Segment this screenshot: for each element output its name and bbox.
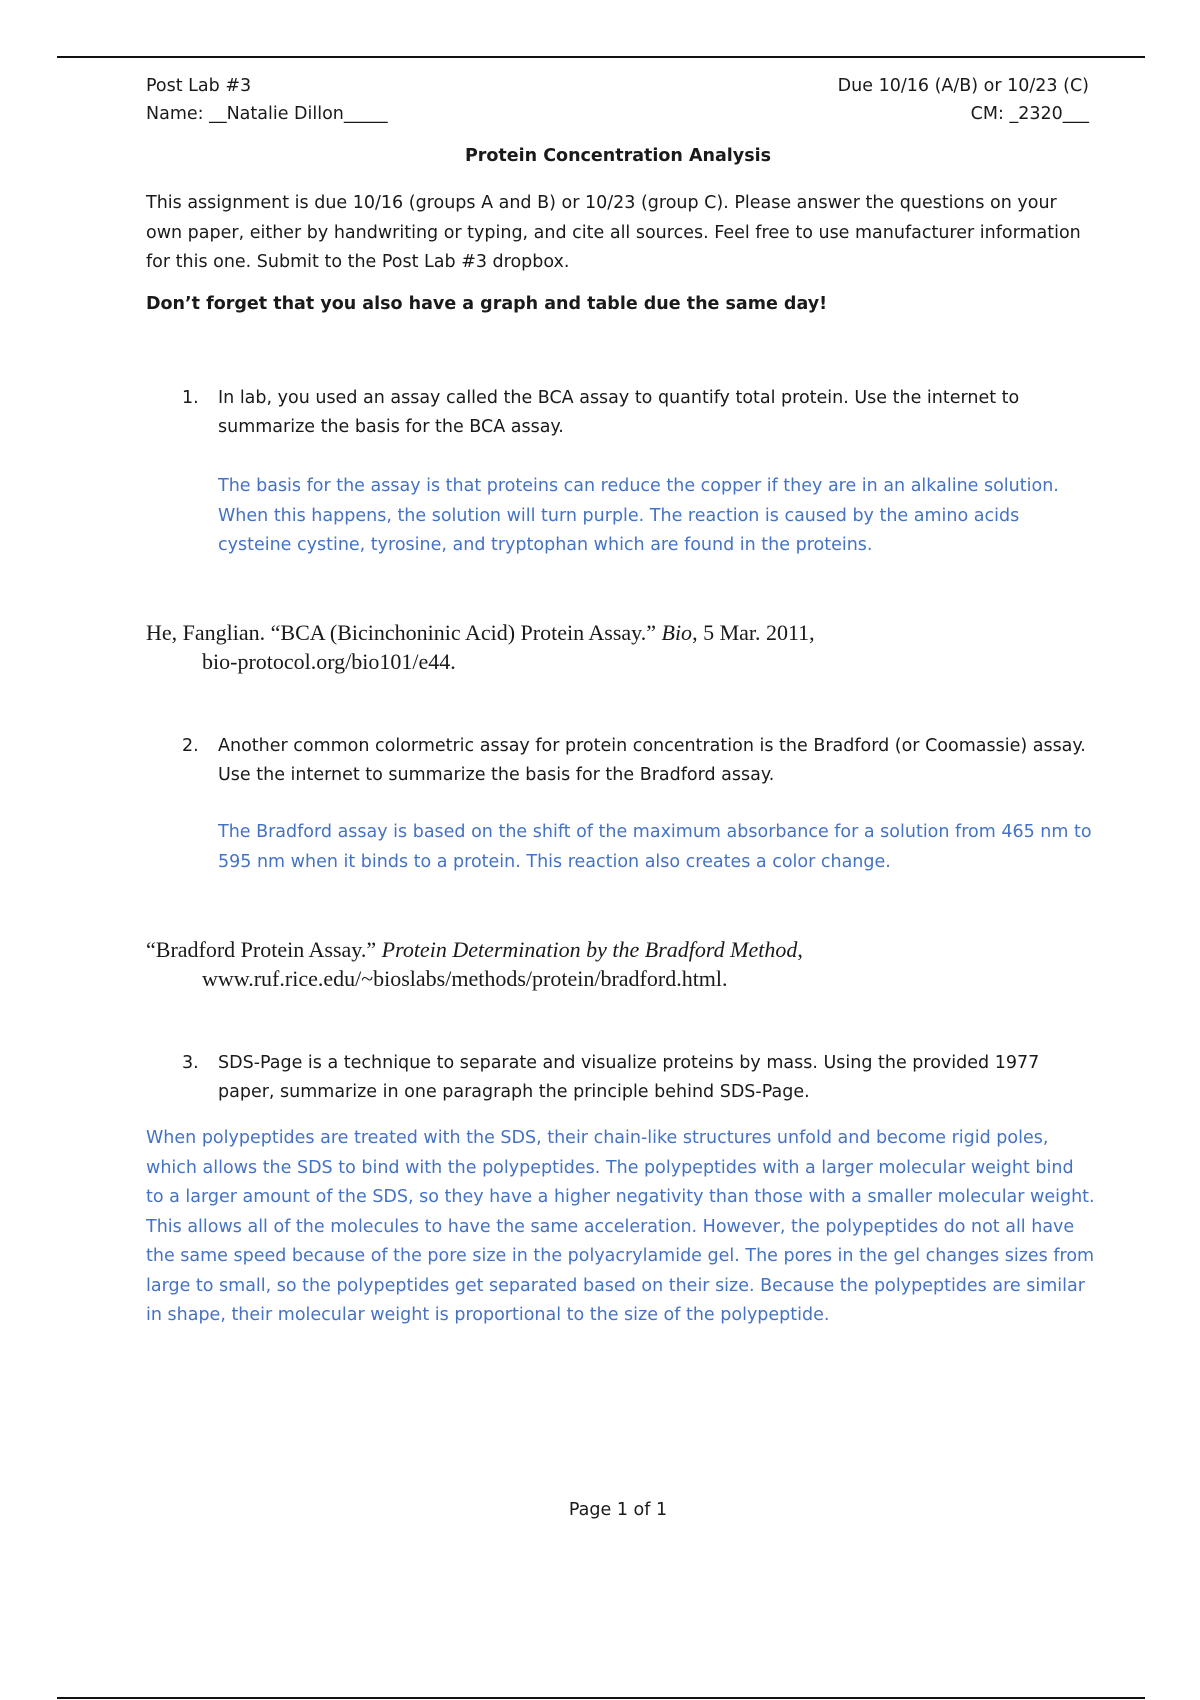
question-3	[146, 1049, 1086, 1107]
citation-url: bio-protocol.org/bio101/e44.	[202, 649, 456, 674]
question-text: Another common colormetric assay for protein concentration is the Bradford (or Coomassie) assay. Use the internet to summarize the basis for the Bradford assay.	[218, 736, 1086, 785]
question-text: SDS-Page is a technique to separate and visualize proteins by mass. Using the provided 1977 paper, summarize in one paragraph the principle behind SDS-Page.	[218, 1053, 1040, 1102]
question-text: In lab, you used an assay called the BCA assay to quantify total protein. Use the internet to summarize the basis for the BCA assay.	[218, 388, 1020, 437]
question-number: 3.	[182, 1053, 199, 1073]
answer-1: The basis for the assay is that proteins can reduce the copper if they are in an alkaline solution. When this happens, the solution will turn purple. The reaction is caused by the amino acids cysteine cystine, tyrosine, and tryptophan which are found in the proteins.	[218, 476, 1059, 555]
citation-url: www.ruf.rice.edu/~bioslabs/methods/protein/bradford.html.	[202, 966, 728, 991]
header-right	[838, 72, 1089, 128]
top-rule	[57, 56, 1145, 58]
due-date: Due 10/16 (A/B) or 10/23 (C)	[837, 76, 1089, 96]
page-number: Page 1 of 1	[568, 1500, 668, 1520]
citation-source: Protein Determination by the Bradford Method	[381, 937, 798, 962]
intro-paragraph: This assignment is due 10/16 (groups A and B) or 10/23 (group C). Please answer the questions on your own paper, either by handwriting or typing, and cite all sources. Feel free to use manufacturer information for this one. Submit to the Post Lab #3 dropbox.	[146, 193, 1081, 272]
cm-number: CM: _2320___	[970, 104, 1089, 124]
citation-source: Bio	[661, 620, 693, 645]
bottom-rule	[57, 1697, 1145, 1699]
question-1	[146, 384, 1086, 442]
student-name: Name: __Natalie Dillon_____	[146, 104, 388, 124]
question-2	[146, 732, 1086, 790]
question-number: 1.	[182, 388, 199, 408]
citation-1	[146, 618, 1096, 676]
reminder-text: Don’t forget that you also have a graph and table due the same day!	[146, 294, 828, 314]
answer-2: The Bradford assay is based on the shift of the maximum absorbance for a solution from 465 nm to 595 nm when it binds to a protein. This reaction also creates a color change.	[218, 822, 1092, 872]
citation-date: , 5 Mar. 2011,	[692, 620, 815, 645]
page-title: Protein Concentration Analysis	[464, 146, 772, 166]
citation-2	[146, 935, 1096, 993]
header-left	[146, 72, 388, 128]
citation-punct: ,	[797, 937, 803, 962]
citation-text: “Bradford Protein Assay.”	[146, 937, 382, 962]
citation-text: He, Fanglian. “BCA (Bicinchoninic Acid) Protein Assay.”	[146, 620, 662, 645]
lab-label: Post Lab #3	[146, 76, 252, 96]
answer-3: When polypeptides are treated with the SDS, their chain-like structures unfold and become rigid poles, which allows the SDS to bind with the polypeptides. The polypeptides with a larger molecular weight bind to a larger amount of the SDS, so they have a higher negativity than those with a smaller molecular weight. This allows all of the molecules to have the same acceleration. However, the polypeptides do not all have the same speed because of the pore size in the polyacrylamide gel. The pores in the gel changes sizes from large to small, so the polypeptides get separated based on their size. Because the polypeptides are similar in shape, their molecular weight is proportional to the size of the polypeptide.	[146, 1128, 1095, 1325]
question-number: 2.	[182, 736, 199, 756]
